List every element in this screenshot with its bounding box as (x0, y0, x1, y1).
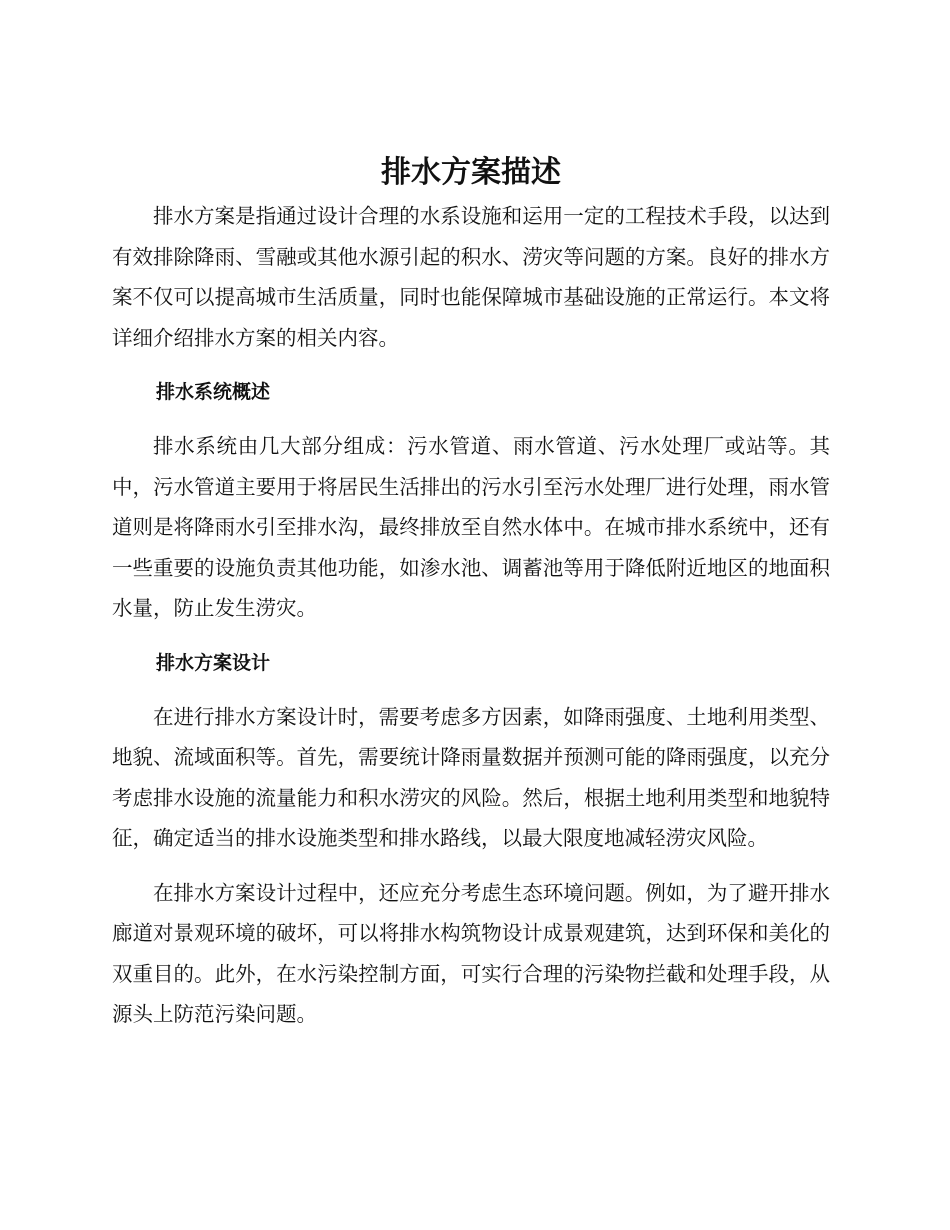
design-paragraph-1: 在进行排水方案设计时，需要考虑多方因素，如降雨强度、土地利用类型、地貌、流域面积等。首先，需要统计降雨量数据并预测可能的降雨强度，以充分考虑排水设施的流量能力和积水涝灾的风险。然后，根据土地利用类型和地貌特征，确定适当的排水设施类型和排水路线，以最大限度地减轻涝灾风险。 (112, 704, 830, 850)
document-title: 排水方案描述 (381, 155, 561, 190)
section-heading-overview: 排水系统概述 (156, 381, 271, 403)
document-body (112, 150, 830, 1049)
section-heading-design: 排水方案设计 (156, 651, 271, 674)
design-paragraph-2: 在排水方案设计过程中，还应充分考虑生态环境问题。例如，为了避开排水廊道对景观环境的破坏，可以将排水构筑物设计成景观建筑，达到环保和美化的双重目的。此外，在水污染控制方面，可实行合理的污染物拦截和处理手段，从源头上防范污染问题。 (112, 880, 830, 1026)
overview-paragraph: 排水系统由几大部分组成：污水管道、雨水管道、污水处理厂或站等。其中，污水管道主要用于将居民生活排出的污水引至污水处理厂进行处理，雨水管道则是将降雨水引至排水沟，最终排放至自然水体中。在城市排水系统中，还有一些重要的设施负责其他功能，如渗水池、调蓄池等用于降低附近地区的地面积水量，防止发生涝灾。 (112, 434, 830, 620)
intro-paragraph: 排水方案是指通过设计合理的水系设施和运用一定的工程技术手段，以达到有效排除降雨、雪融或其他水源引起的积水、涝灾等问题的方案。良好的排水方案不仅可以提高城市生活质量，同时也能保障城市基础设施的正常运行。本文将详细介绍排水方案的相关内容。 (112, 204, 830, 350)
